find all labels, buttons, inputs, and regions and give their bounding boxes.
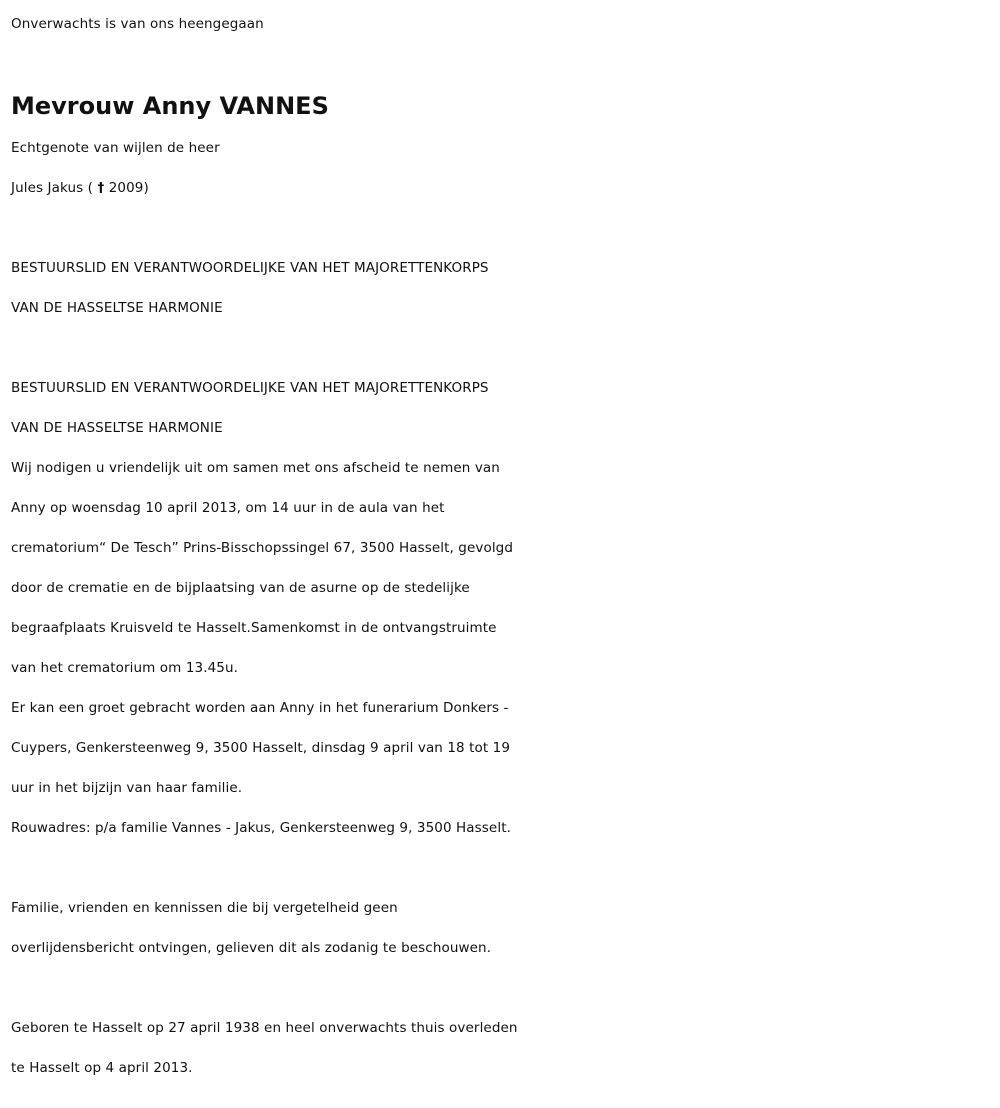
role-block-2-line-1: BESTUURSLID EN VERANTWOORDELIJKE VAN HET MAJORETTENKORPS [11,380,489,396]
deceased-name: Mevrouw Anny VANNES [11,92,329,120]
ceremony-line: Anny op woensdag 10 april 2013, om 14 uur in de aula van het [11,500,445,516]
visitation-line: Cuypers, Genkersteenweg 9, 3500 Hasselt, dinsdag 9 april van 18 tot 19 [11,740,511,756]
spouse-line-2 [11,168,991,208]
visitation-line: Er kan een groet gebracht worden aan Anny in het funerarium Donkers - [11,700,509,716]
ceremony-line: van het crematorium om 13.45u. [11,660,239,676]
spacer [11,848,991,888]
role-block-2-line-2: VAN DE HASSELTSE HARMONIE [11,420,223,436]
spacer [11,968,991,1008]
birth-death-line-1: Geboren te Hasselt op 27 april 1938 en heel onverwachts thuis overleden [11,1020,518,1036]
spacer [11,208,991,248]
family-notice-line-2: overlijdensbericht ontvingen, gelieven dit als zodanig te beschouwen. [11,940,492,956]
cross-icon: † [97,180,105,196]
spouse-name: Jules Jakus ( [11,180,94,196]
mourning-address: Rouwadres: p/a familie Vannes - Jakus, Genkersteenweg 9, 3500 Hasselt. [11,820,511,836]
ceremony-line: crematorium“ De Tesch” Prins-Bisschopssingel 67, 3500 Hasselt, gevolgd [11,540,514,556]
visitation-line: uur in het bijzijn van haar familie. [11,780,243,796]
role-block-1-line-1: BESTUURSLID EN VERANTWOORDELIJKE VAN HET MAJORETTENKORPS [11,260,489,276]
ceremony-line: begraafplaats Kruisveld te Hasselt.Samenkomst in de ontvangstruimte [11,620,497,636]
spacer [11,328,991,368]
ceremony-line: door de crematie en de bijplaatsing van de asurne op de stedelijke [11,580,470,596]
birth-death-line-2: te Hasselt op 4 april 2013. [11,1060,193,1076]
family-notice-line-1: Familie, vrienden en kennissen die bij vergetelheid geen [11,900,398,916]
spouse-line-1: Echtgenote van wijlen de heer [11,140,220,156]
intro-text: Onverwachts is van ons heengegaan [11,16,264,32]
death-notice [11,4,991,1088]
spouse-death-year: 2009) [104,180,149,196]
ceremony-line: Wij nodigen u vriendelijk uit om samen met ons afscheid te nemen van [11,460,500,476]
role-block-1-line-2: VAN DE HASSELTSE HARMONIE [11,300,223,316]
